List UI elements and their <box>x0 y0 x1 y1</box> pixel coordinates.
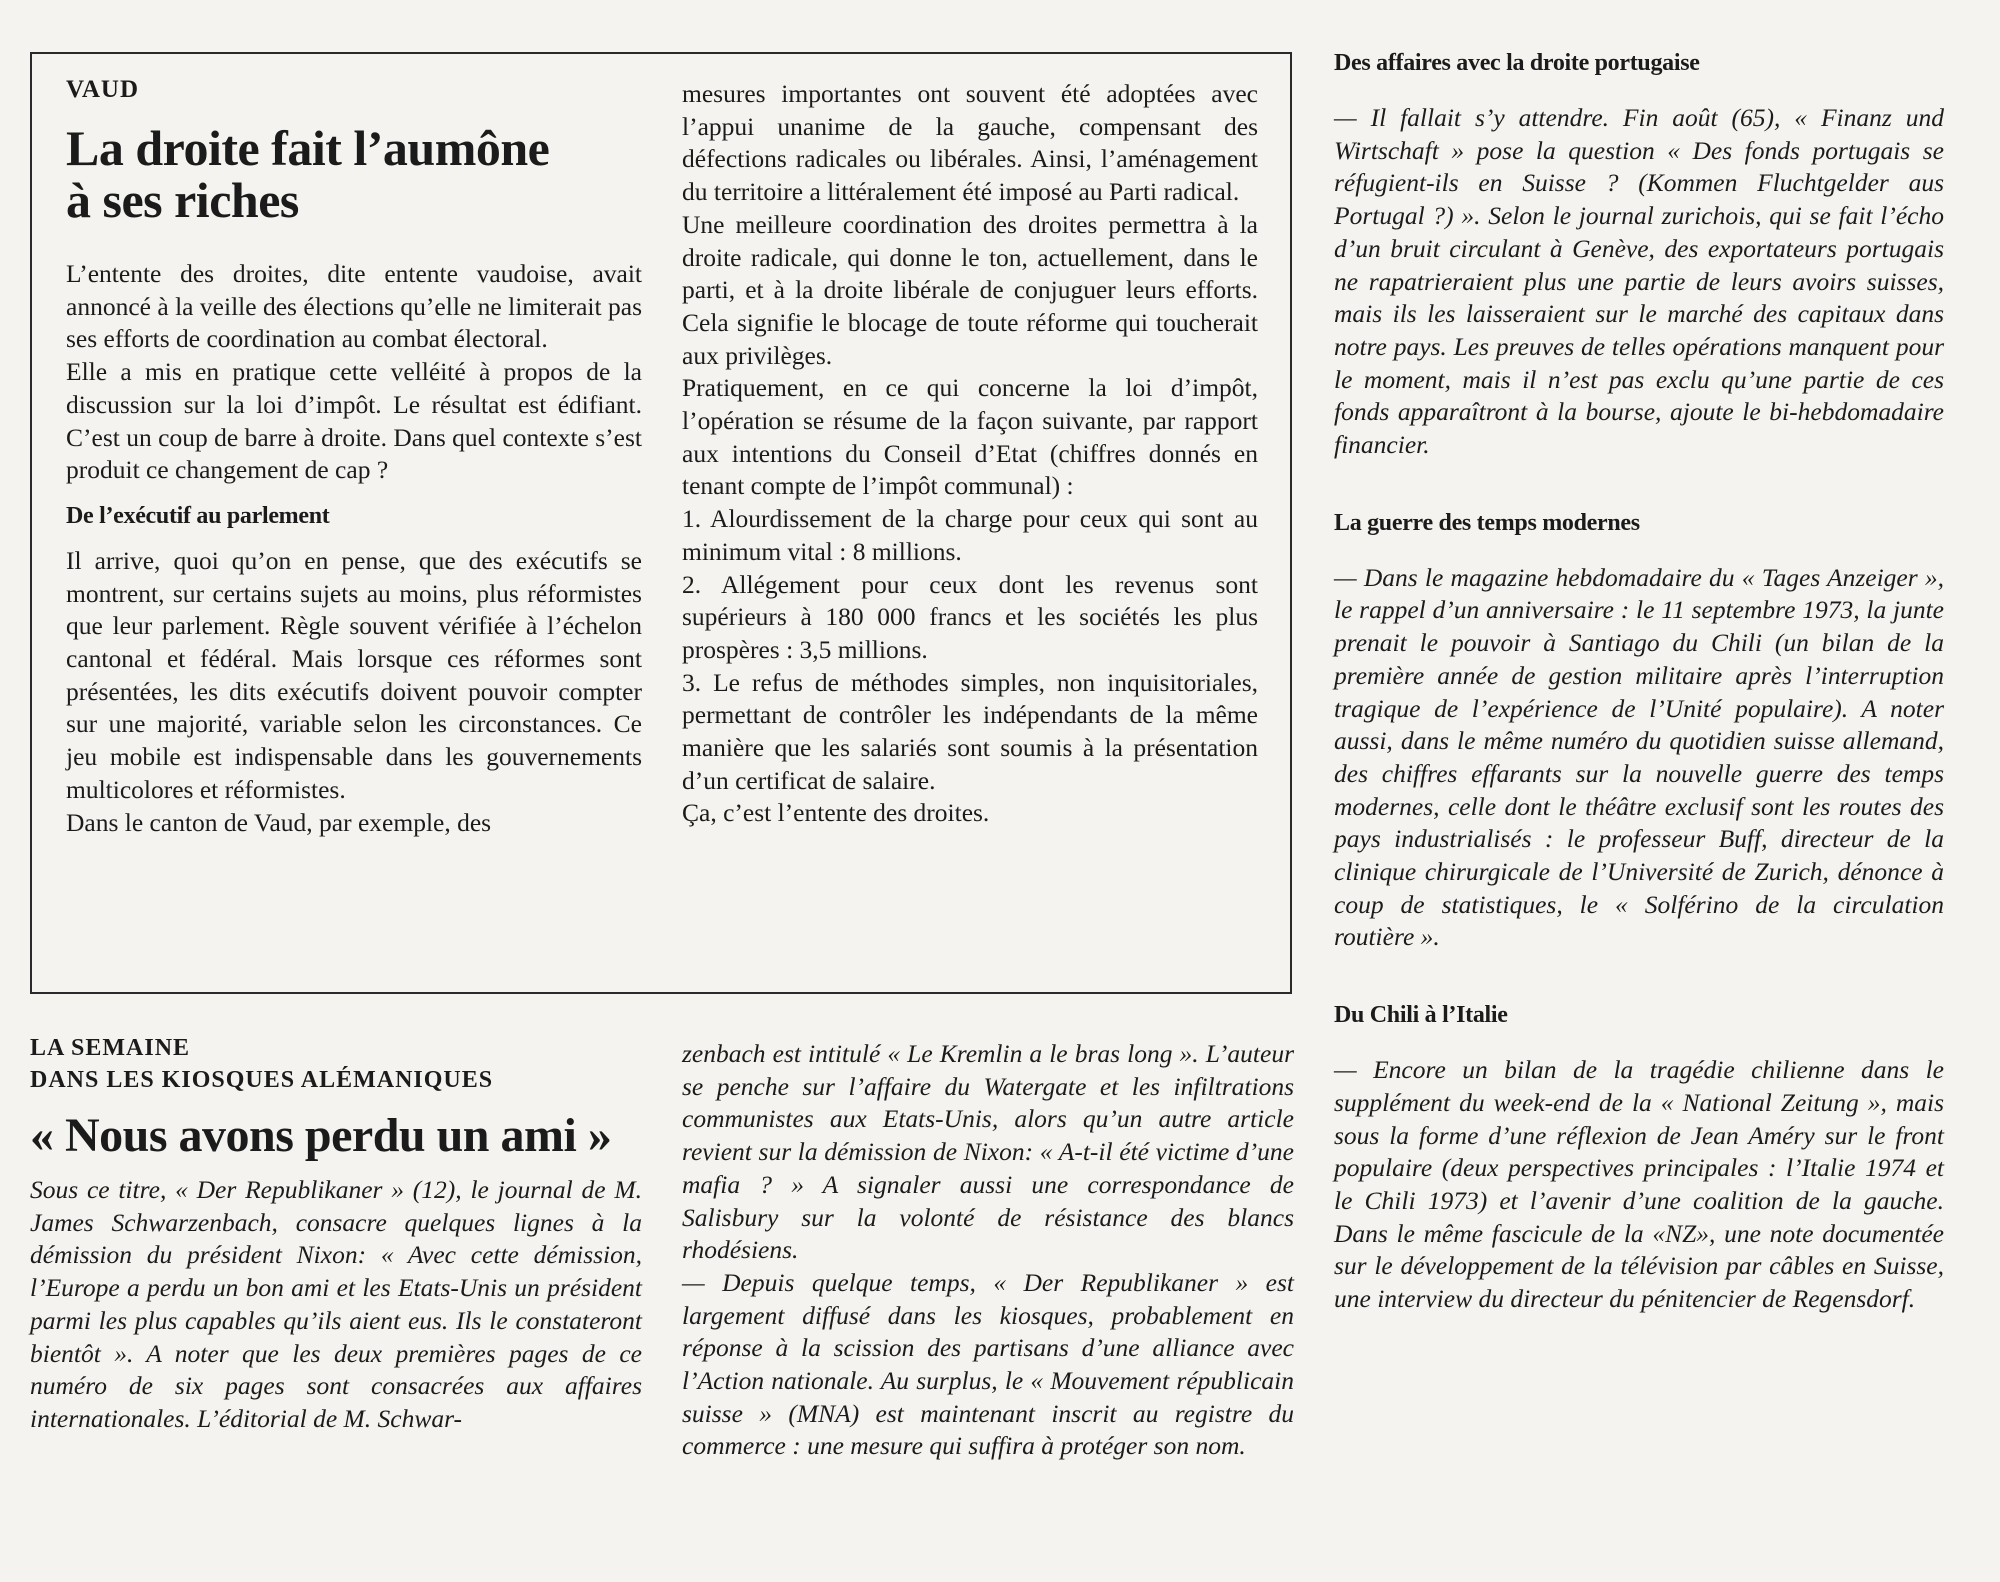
vaud-paragraph: Il arrive, quoi qu’on en pense, que des exécutifs se montrent, sur certains sujets au moins, plus réformistes que leur parlement. Règle souvent vérifiée à l’échelon cantonal et fédéral. Mais lorsque ces réformes sont présentées, les dits exécutifs doivent pouvoir compter sur une majorité, variable selon les circonstances. Ce jeu mobile est indispensable dans les gouvernements multicolores et réformistes. <box>66 545 642 804</box>
right-section-body: — Encore un bilan de la tragédie chilienne dans le supplément du week-end de la « National Zeitung », mais sous la forme d’une réflexion de Jean Améry sur le front populaire (deux perspectives principales : l’Italie 1974 et le Chili 1973) et l’avenir d’une coalition de la gauche. Dans le même fascicule de la «NZ», une note documentée sur le développement de la télévision par câbles en Suisse, une interview du directeur du pénitencier de Regensdorf. <box>1334 1055 1944 1314</box>
right-section-body: — Il fallait s’y attendre. Fin août (65), « Finanz und Wirtschaft » pose la question « Des fonds portugais se réfugient-ils en Suisse ? (Kommen Fluchtgelder aus Portugal ?) ». Selon le journal zurichois, qui se fait l’écho d’un bruit circulant à Genève, des exportateurs portugais ne rapatrieraient plus une partie de leurs avoirs suisses, mais ils les laisseraient sur le marché des capitaux dans notre pays. Les preuves de telles opérations manquent pour le moment, mais il n’est pas exclu qu’une partie de ces fonds apparaîtront à la bourse, ajoute le bi-hebdomadaire financier. <box>1334 103 1944 460</box>
vaud-title <box>66 122 642 226</box>
vaud-title-line-1: La droite fait l’aumône <box>66 120 550 176</box>
vaud-column-2 <box>682 78 1258 830</box>
vaud-paragraph: L’entente des droites, dite entente vaudoise, avait annoncé à la veille des élections qu’elle ne limiterait pas ses efforts de coordination au combat électoral. <box>66 259 642 354</box>
vaud-paragraph: mesures importantes ont souvent été adoptées avec l’appui unanime de la gauche, compensant des défections radicales ou libérales. Ainsi, l’aménagement du territoire a littéralement été imposé au Parti radical. <box>682 79 1258 207</box>
vaud-column-1 <box>66 74 642 839</box>
right-column <box>1334 48 1944 1316</box>
vaud-kicker: VAUD <box>66 76 139 103</box>
kiosques-kicker-line-2: DANS LES KIOSQUES ALÉMANIQUES <box>30 1067 494 1093</box>
kiosques-paragraph: Sous ce titre, « Der Republikaner » (12), le journal de M. James Schwarzenbach, consacre quelques lignes à la démission du président Nixon: « Avec cette démission, l’Europe a perdu un bon ami et les Etats-Unis un président parmi les plus capables qu’ils aient eus. Ils le constateront bientôt ». A noter que les deux premières pages de ce numéro de six pages sont consacrées aux affaires internationales. L’éditorial de M. Schwar- <box>30 1175 642 1433</box>
kiosques-kicker <box>30 1032 642 1096</box>
vaud-list-item: 2. Allégement pour ceux dont les revenus sont supérieurs à 180 000 francs et les sociétés les plus prospères : 3,5 millions. <box>682 569 1258 664</box>
vaud-list-item: 3. Le refus de méthodes simples, non inquisitoriales, permettant de contrôler les indépendants de la même manière que les salariés sont soumis à la présentation d’un certificat de salaire. <box>682 667 1258 795</box>
kiosques-column-2 <box>682 1038 1294 1463</box>
vaud-list-item: 1. Alourdissement de la charge pour ceux qui sont au minimum vital : 8 millions. <box>682 504 1258 566</box>
right-section-heading: Du Chili à l’Italie <box>1334 1002 1508 1029</box>
kiosques-title: « Nous avons perdu un ami » <box>30 1109 612 1162</box>
kiosques-column-1 <box>30 1032 642 1436</box>
vaud-title-line-2: à ses riches <box>66 172 299 228</box>
right-section-body: — Dans le magazine hebdomadaire du « Tages Anzeiger », le rappel d’un anniversaire : le 11 septembre 1973, la junte prenait le pouvoir à Santiago du Chili (un bilan de la première année de gestion militaire après l’interruption tragique de l’expérience de l’Unité populaire). A noter aussi, dans le même numéro du quotidien suisse allemand, des chiffres effarants sur la nouvelle guerre des temps modernes, celle dont le théâtre exclusif sont les routes des pays industrialisés : le professeur Buff, directeur de la clinique chirurgicale de l’Université de Zurich, dénonce à coup de statistiques, le « Solférino de la circulation routière ». <box>1334 562 1944 952</box>
vaud-paragraph: Elle a mis en pratique cette velléité à propos de la discussion sur la loi d’impôt. Le résultat est édifiant. C’est un coup de barre à droite. Dans quel contexte s’est produit ce changement de cap ? <box>66 357 642 485</box>
vaud-paragraph: Pratiquement, en ce qui concerne la loi d’impôt, l’opération se résume de la façon suivante, par rapport aux intentions du Conseil d’Etat (chiffres donnés en tenant compte de l’impôt communal) : <box>682 373 1258 501</box>
kiosques-kicker-line-1: LA SEMAINE <box>30 1035 191 1061</box>
vaud-subhead: De l’exécutif au parlement <box>66 502 330 529</box>
right-section-heading: Des affaires avec la droite portugaise <box>1334 50 1700 76</box>
vaud-paragraph: Une meilleure coordination des droites permettra à la droite radicale, qui donne le ton, actuellement, dans le parti, et à la droite libérale de conjuguer leurs efforts. Cela signifie le blocage de toute réforme qui toucherait aux privilèges. <box>682 209 1258 370</box>
kiosques-paragraph: — Depuis quelque temps, « Der Republikaner » est largement diffusé dans les kiosques, probablement en réponse à la scission des partisans d’une alliance avec l’Action nationale. Au surplus, le « Mouvement républicain suisse » (MNA) est maintenant inscrit au registre du commerce : une mesure qui suffira à protéger son nom. <box>682 1267 1294 1461</box>
vaud-paragraph: Ça, c’est l’entente des droites. <box>682 798 990 828</box>
kiosques-paragraph: zenbach est intitulé « Le Kremlin a le bras long ». L’auteur se penche sur l’affaire du Watergate et les infiltrations communistes aux Etats-Unis, alors qu’un autre article revient sur la démission de Nixon: « A-t-il été victime d’une mafia ? » A signaler aussi une correspondance de Salisbury sur la volonté de résistance des blancs rhodésiens. <box>682 1039 1294 1265</box>
right-section-heading: La guerre des temps modernes <box>1334 509 1640 536</box>
vaud-paragraph: Dans le canton de Vaud, par exemple, des <box>66 807 492 837</box>
